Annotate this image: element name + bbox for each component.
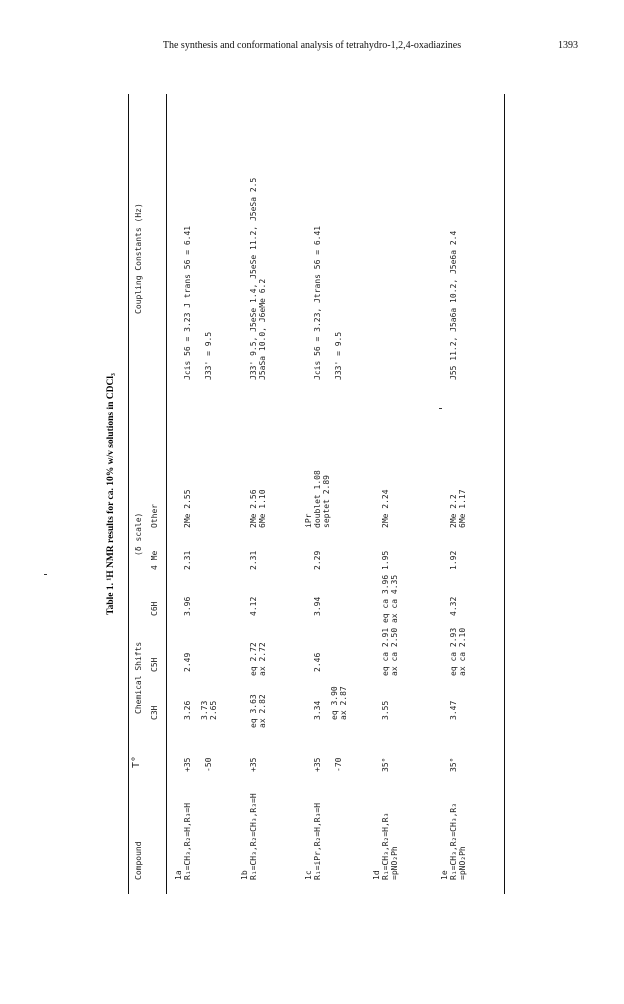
compound-substituents: R₁=CH₃,R₂=H,R₃=H (183, 802, 192, 880)
c6h-cell: 3.96 (183, 596, 192, 616)
header-chemical-shifts: Chemical Shifts (134, 641, 143, 714)
c3h-cell: eq 3.63 ax 2.82 (249, 694, 267, 728)
other-cell: 2Me 2.2 6Me 1.17 (449, 489, 467, 528)
table-caption: Table 1. ¹H NMR results for ca. 10% w/v solutions in CDCl₃ (106, 373, 116, 615)
page-number: 1393 (558, 40, 578, 51)
c3h-cell: 3.34 (313, 700, 322, 720)
other-cell: 2Me 2.24 (381, 489, 390, 528)
header-c5h: C5H (150, 657, 159, 672)
c5h-cell: 2.49 (183, 652, 192, 672)
coupling-cell: Jcis 56 = 3.23, Jtrans 56 = 6.41 (313, 225, 322, 380)
table-header-rule (166, 94, 167, 894)
compound-id: 1d (372, 870, 381, 880)
c5h-c6h-cell: eq ca 2.91 eq ca 3.96 ax ca 2.50 ax ca 4.35 (381, 574, 399, 676)
compound-id: 1a (174, 870, 183, 880)
header-coupling: Coupling Constants (Hz) (134, 203, 143, 314)
temp-cell: -50 (204, 757, 213, 772)
compound-substituents: R₁=iPr,R₂=H,R₃=H (313, 802, 322, 880)
4me-cell: 1.95 (381, 550, 390, 570)
stray-mark (44, 574, 47, 575)
compound-id: 1e (440, 870, 449, 880)
4me-cell: 1.92 (449, 550, 458, 570)
4me-cell: 2.29 (313, 550, 322, 570)
temp-cell: +35 (249, 757, 258, 772)
nmr-table (100, 94, 520, 894)
header-delta-scale: (δ scale) (134, 512, 143, 556)
header-4me: 4 Me (150, 550, 159, 570)
other-cell: 2Me 2.56 6Me 1.10 (249, 489, 267, 528)
table-bottom-rule (504, 94, 505, 894)
coupling-cell: J33' = 9.5 (334, 331, 343, 380)
header-compound: Compound (134, 841, 143, 880)
other-cell: iPr doublet 1.08 septet 2.89 (304, 470, 331, 528)
compound-substituents: R₁=CH₃,R₂=H,R₃ =pNO₂Ph (381, 812, 399, 880)
running-head-title: The synthesis and conformational analysis of tetrahydro-1,2,4-oxadiazines (162, 40, 462, 51)
c6h-cell: 4.12 (249, 596, 258, 616)
temp-cell: 35° (381, 757, 390, 772)
c5h-cell: eq ca 2.93 ax ca 2.10 (449, 627, 467, 676)
c6h-cell: 4.32 (449, 596, 458, 616)
c3h-cell: 3.73 2.65 (200, 700, 218, 720)
temp-cell: -70 (334, 757, 343, 772)
c3h-cell: 3.55 (381, 700, 390, 720)
header-c6h: C6H (150, 601, 159, 616)
header-c3h: C3H (150, 705, 159, 720)
c6h-cell: 3.94 (313, 596, 322, 616)
temp-cell: +35 (183, 757, 192, 772)
c3h-cell: eq 3.90 ax 2.87 (330, 686, 348, 720)
coupling-cell: J55 11.2, J5a6a 10.2, J5e6a 2.4 (449, 230, 458, 380)
c5h-cell: eq 2.72 ax 2.72 (249, 642, 267, 676)
4me-cell: 2.31 (183, 550, 192, 570)
4me-cell: 2.31 (249, 550, 258, 570)
c3h-cell: 3.47 (449, 700, 458, 720)
c5h-cell: 2.46 (313, 652, 322, 672)
header-temp: T° (131, 755, 142, 768)
coupling-cell: J33' = 9.5 (204, 331, 213, 380)
compound-substituents: R₁=CH₃,R₂=CH₃,R₃ =pNO₂Ph (449, 802, 467, 880)
temp-cell: 35° (449, 757, 458, 772)
coupling-cell: J33' 9.5, J5eSe 1.4, J5eSe 11.2, J5eSa 2.5 J5aSa 10.0, J6eMe 6.2 (249, 177, 267, 380)
coupling-cell: Jcis 56 = 3.23 J trans 56 = 6.41 (183, 225, 192, 380)
temp-cell: +35 (313, 757, 322, 772)
c3h-cell: 3.26 (183, 700, 192, 720)
table-top-rule (128, 94, 129, 894)
compound-id: 1b (240, 870, 249, 880)
other-cell: 2Me 2.55 (183, 489, 192, 528)
compound-id: 1c (304, 870, 313, 880)
compound-substituents: R₁=CH₃,R₂=CH₃,R₃=H (249, 793, 258, 880)
header-other: Other (150, 503, 159, 528)
